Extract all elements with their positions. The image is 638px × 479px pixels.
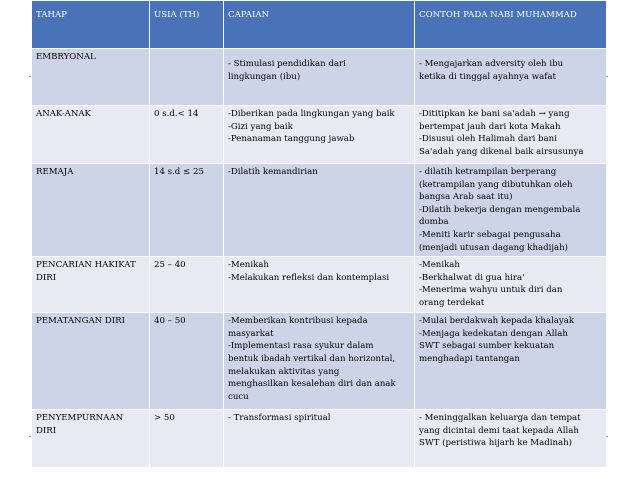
edge-divider-right bbox=[606, 436, 608, 437]
cell-tahap: PENCARIAN HAKIKAT DIRI bbox=[32, 257, 150, 313]
table-row bbox=[32, 49, 607, 106]
cell-capaian: - Transformasi spiritual bbox=[224, 410, 415, 468]
cell-usia: > 50 bbox=[150, 410, 224, 468]
cell-capaian: -Diberikan pada lingkungan yang baik -Gizi yang baik -Penanaman tanggung jawab bbox=[224, 106, 415, 164]
cell-tahap: EMBRYONAL bbox=[32, 49, 150, 106]
cell-contoh: - Meninggalkan keluarga dan tempat yang dicintai demi taat kepada Allah SWT (peristiwa hijarh ke Madinah) bbox=[415, 410, 607, 468]
cell-contoh: -Mulai berdakwah kepada khalayak -Menjaga kedekatan dengan Allah SWT sebagai sumber kekuatan menghadapi tantangan bbox=[415, 313, 607, 410]
cell-contoh: - Mengajarkan adversity oleh ibu ketika di tinggal ayahnya wafat bbox=[415, 49, 607, 106]
stage-table bbox=[31, 0, 607, 468]
edge-divider-right bbox=[606, 76, 608, 77]
cell-tahap: PENYEMPURNAAN DIRI bbox=[32, 410, 150, 468]
table-row bbox=[32, 106, 607, 164]
cell-capaian: -Dilatih kemandirian bbox=[224, 164, 415, 257]
cell-contoh: -Dititipkan ke bani sa'adah → yang bertempat jauh dari kota Makah -Disusui oleh Halimah dari bani Sa'adah yang dikenal baik airsusunya bbox=[415, 106, 607, 164]
cell-tahap: ANAK-ANAK bbox=[32, 106, 150, 164]
cell-usia: 14 s.d ≤ 25 bbox=[150, 164, 224, 257]
edge-divider-left bbox=[29, 76, 31, 77]
header-capaian: CAPAIAN bbox=[224, 1, 415, 49]
cell-capaian: - Stimulasi pendidikan dari lingkungan (ibu) bbox=[224, 49, 415, 106]
cell-tahap: REMAJA bbox=[32, 164, 150, 257]
table-row bbox=[32, 257, 607, 313]
cell-usia bbox=[150, 49, 224, 106]
cell-capaian: -Menikah -Melakukan refleksi dan kontemplasi bbox=[224, 257, 415, 313]
cell-capaian: -Memberikan kontribusi kepada masyarkat -Implementasi rasa syukur dalam bentuk ibadah vertikal dan horizontal, melakukan aktivitas yang menghasilkan kesalehan diri dan anak cucu bbox=[224, 313, 415, 410]
table-row bbox=[32, 410, 607, 468]
cell-usia: 0 s.d.< 14 bbox=[150, 106, 224, 164]
header-contoh: CONTOH PADA NABI MUHAMMAD bbox=[415, 1, 607, 49]
cell-usia: 40 – 50 bbox=[150, 313, 224, 410]
cell-contoh: - dilatih ketrampilan berperang (ketrampilan yang dibutuhkan oleh bangsa Arab saat itu) -Dilatih bekerja dengan mengembala domba -Meniti karir sebagai pengusaha (menjadi utusan dagang khadijah) bbox=[415, 164, 607, 257]
header-usia: USIA (TH) bbox=[150, 1, 224, 49]
cell-contoh: -Menikah -Berkhalwat di gua hira' -Menerima wahyu untuk diri dan orang terdekat bbox=[415, 257, 607, 313]
table-row bbox=[32, 313, 607, 410]
cell-usia: 25 – 40 bbox=[150, 257, 224, 313]
header-row bbox=[32, 1, 607, 49]
table-row bbox=[32, 164, 607, 257]
cell-tahap: PEMATANGAN DIRI bbox=[32, 313, 150, 410]
header-tahap: TAHAP bbox=[32, 1, 150, 49]
edge-divider-left bbox=[29, 436, 31, 437]
